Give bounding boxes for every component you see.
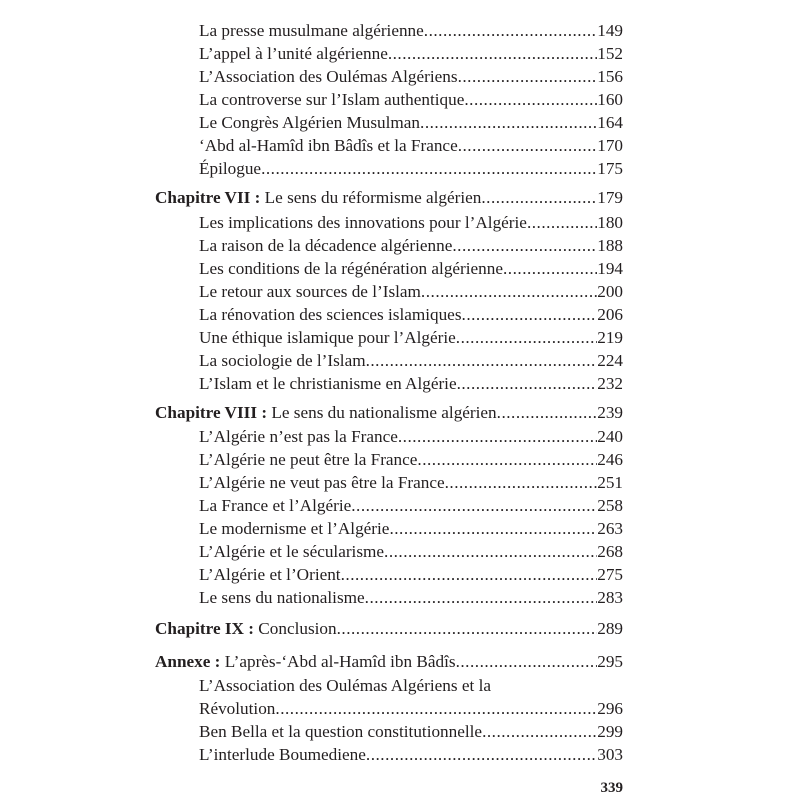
page-number: 268 xyxy=(597,542,623,561)
page-number: 232 xyxy=(597,374,623,393)
page-folio: 339 xyxy=(600,780,623,796)
page-number: 152 xyxy=(597,44,623,63)
page-number: 156 xyxy=(597,67,623,86)
page-number: 299 xyxy=(597,722,623,741)
toc-entry: La rénovation des sciences islamiques ..... 206 xyxy=(199,304,623,326)
chapter-label: Annexe : xyxy=(155,652,221,671)
page-number: 164 xyxy=(597,113,623,132)
toc-entry: Le modernisme et l’Algérie ..... 263 xyxy=(199,518,623,540)
page-number: 263 xyxy=(597,519,623,538)
toc-entry: Les conditions de la régénération algérienne ..... 194 xyxy=(199,258,623,280)
toc-entry: Épilogue ..... 175 xyxy=(199,158,623,180)
toc-entry: L’Algérie ne peut être la France ..... 246 xyxy=(199,449,623,471)
toc-entry-line: L’Association des Oulémas Algériens et la xyxy=(199,676,491,695)
toc-entry: La raison de la décadence algérienne ..... 188 xyxy=(199,235,623,257)
toc-entry: L’Algérie et le sécularisme ..... 268 xyxy=(199,541,623,563)
toc-entry: Le Congrès Algérien Musulman ..... 164 xyxy=(199,112,623,134)
page-number: 296 xyxy=(597,699,623,718)
toc-entry: La France et l’Algérie ..... 258 xyxy=(199,495,623,517)
toc-entry: L’Association des Oulémas Algériens ..... 156 xyxy=(199,66,623,88)
page-number: 303 xyxy=(597,745,623,764)
page-number: 160 xyxy=(597,90,623,109)
chapter-heading xyxy=(155,618,623,640)
page-number: 246 xyxy=(597,450,623,469)
toc-entry: La presse musulmane algérienne ..... 149 xyxy=(199,20,623,42)
page-number: 206 xyxy=(597,305,623,324)
chapter-title: Le sens du réformisme algérien xyxy=(264,188,482,207)
page-number: 251 xyxy=(597,473,623,492)
toc-entry: Une éthique islamique pour l’Algérie ..... 219 xyxy=(199,327,623,349)
chapter-heading xyxy=(155,651,623,673)
page-number: 239 xyxy=(597,403,623,422)
page-number: 289 xyxy=(597,619,623,638)
toc-entry: La controverse sur l’Islam authentique ..... 160 xyxy=(199,89,623,111)
toc-entry: Le retour aux sources de l’Islam ..... 200 xyxy=(199,281,623,303)
toc-entry: L’Algérie n’est pas la France ..... 240 xyxy=(199,426,623,448)
chapter-label: Chapitre VIII : xyxy=(155,403,268,422)
toc-entry: L’Algérie ne veut pas être la France ..... 251 xyxy=(199,472,623,494)
chapter-title: Conclusion xyxy=(258,619,337,638)
toc-entry: L’appel à l’unité algérienne ..... 152 xyxy=(199,43,623,65)
chapter-label: Chapitre IX : xyxy=(155,619,254,638)
toc-entry: L’Islam et le christianisme en Algérie ..... 232 xyxy=(199,373,623,395)
toc-entry: ‘Abd al-Hamîd ibn Bâdîs et la France ..... 170 xyxy=(199,135,623,157)
page-number: 283 xyxy=(597,588,623,607)
chapter-title: L’après-‘Abd al-Hamîd ibn Bâdîs xyxy=(224,652,456,671)
page-number: 200 xyxy=(597,282,623,301)
page-number: 258 xyxy=(597,496,623,515)
page-number: 240 xyxy=(597,427,623,446)
toc-entry: Ben Bella et la question constitutionnelle ..... 299 xyxy=(199,721,623,743)
page-number: 194 xyxy=(597,259,623,278)
page-number: 188 xyxy=(597,236,623,255)
page-number: 180 xyxy=(597,213,623,232)
page-number: 170 xyxy=(597,136,623,155)
page-number: 175 xyxy=(597,159,623,178)
toc-entry: L’Algérie et l’Orient ..... 275 xyxy=(199,564,623,586)
chapter-heading xyxy=(155,187,623,209)
page-number: 219 xyxy=(597,328,623,347)
toc-entry: Les implications des innovations pour l’Algérie ..... 180 xyxy=(199,212,623,234)
chapter-title: Le sens du nationalisme algérien xyxy=(271,403,497,422)
page-number: 295 xyxy=(597,652,623,671)
page-number: 275 xyxy=(597,565,623,584)
chapter-heading xyxy=(155,402,623,424)
page-number: 149 xyxy=(597,21,623,40)
page-number: 224 xyxy=(597,351,623,370)
page-number: 179 xyxy=(597,188,623,207)
toc-entry: L’interlude Boumediene ..... 303 xyxy=(199,744,623,766)
toc-entry: Le sens du nationalisme ..... 283 xyxy=(199,587,623,609)
toc-entry: La sociologie de l’Islam ..... 224 xyxy=(199,350,623,372)
toc-entry: Révolution ..... 296 xyxy=(199,698,623,720)
chapter-label: Chapitre VII : xyxy=(155,188,261,207)
